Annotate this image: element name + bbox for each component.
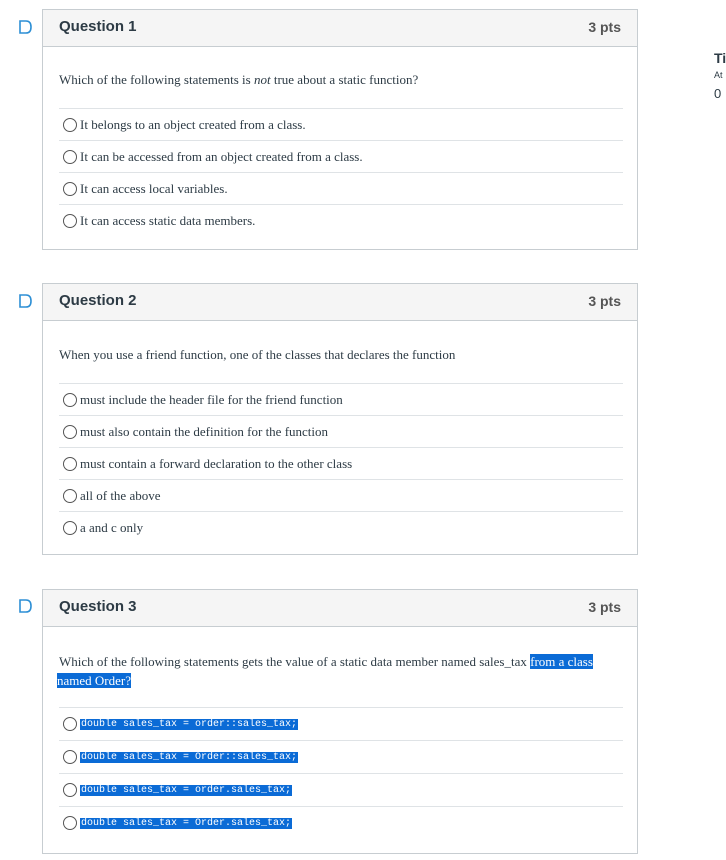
radio-button[interactable] (63, 750, 77, 764)
radio-button[interactable] (63, 118, 77, 132)
question-card-2 (42, 283, 638, 555)
radio-button[interactable] (63, 150, 77, 164)
answer-option[interactable]: double sales_tax = order.sales_tax; (59, 773, 623, 806)
attempt-label: At (714, 70, 723, 80)
question-points: 3 pts (588, 19, 621, 35)
question-card-1 (42, 9, 638, 250)
answer-list (59, 383, 623, 543)
answer-option[interactable]: double sales_tax = Order::sales_tax; (59, 740, 623, 773)
radio-button[interactable] (63, 783, 77, 797)
answer-option[interactable]: a and c only (59, 511, 623, 543)
question-points: 3 pts (588, 293, 621, 309)
timer-value: 0 (714, 86, 722, 101)
radio-button[interactable] (63, 425, 77, 439)
flag-question-icon[interactable] (18, 599, 32, 613)
radio-button[interactable] (63, 393, 77, 407)
answer-option[interactable]: must also contain the definition for the function (59, 415, 623, 447)
radio-button[interactable] (63, 214, 77, 228)
selected-text: named Order? (57, 673, 131, 688)
flag-question-icon[interactable] (18, 20, 32, 34)
radio-button[interactable] (63, 182, 77, 196)
question-header (43, 590, 637, 627)
question-title: Question 1 (59, 18, 137, 35)
flag-question-icon[interactable] (18, 294, 32, 308)
radio-button[interactable] (63, 457, 77, 471)
answer-option[interactable]: It can access local variables. (59, 172, 623, 204)
answer-list (59, 108, 623, 236)
question-header (43, 284, 637, 321)
question-title: Question 2 (59, 292, 137, 309)
question-text: Which of the following statements gets the value of a static data member named sales_tax from a class named Order? (57, 654, 593, 688)
selected-text: from a class (530, 654, 593, 669)
radio-button[interactable] (63, 489, 77, 503)
radio-button[interactable] (63, 816, 77, 830)
answer-option[interactable]: must contain a forward declaration to the other class (59, 447, 623, 479)
timer-title: Ti (714, 50, 726, 66)
answer-option[interactable]: It can be accessed from an object created from a class. (59, 140, 623, 172)
answer-option[interactable]: double sales_tax = order::sales_tax; (59, 707, 623, 740)
question-title: Question 3 (59, 598, 137, 615)
question-points: 3 pts (588, 599, 621, 615)
question-card-3 (42, 589, 638, 854)
answer-option[interactable]: double sales_tax = Order.sales_tax; (59, 806, 623, 839)
answer-option[interactable]: It can access static data members. (59, 204, 623, 236)
answer-option[interactable]: all of the above (59, 479, 623, 511)
question-text: When you use a friend function, one of the classes that declares the function (59, 347, 456, 362)
answer-list (59, 707, 623, 839)
radio-button[interactable] (63, 521, 77, 535)
question-text: Which of the following statements is not true about a static function? (59, 72, 419, 87)
radio-button[interactable] (63, 717, 77, 731)
question-header (43, 10, 637, 47)
answer-option[interactable]: It belongs to an object created from a class. (59, 108, 623, 140)
answer-option[interactable]: must include the header file for the friend function (59, 383, 623, 415)
